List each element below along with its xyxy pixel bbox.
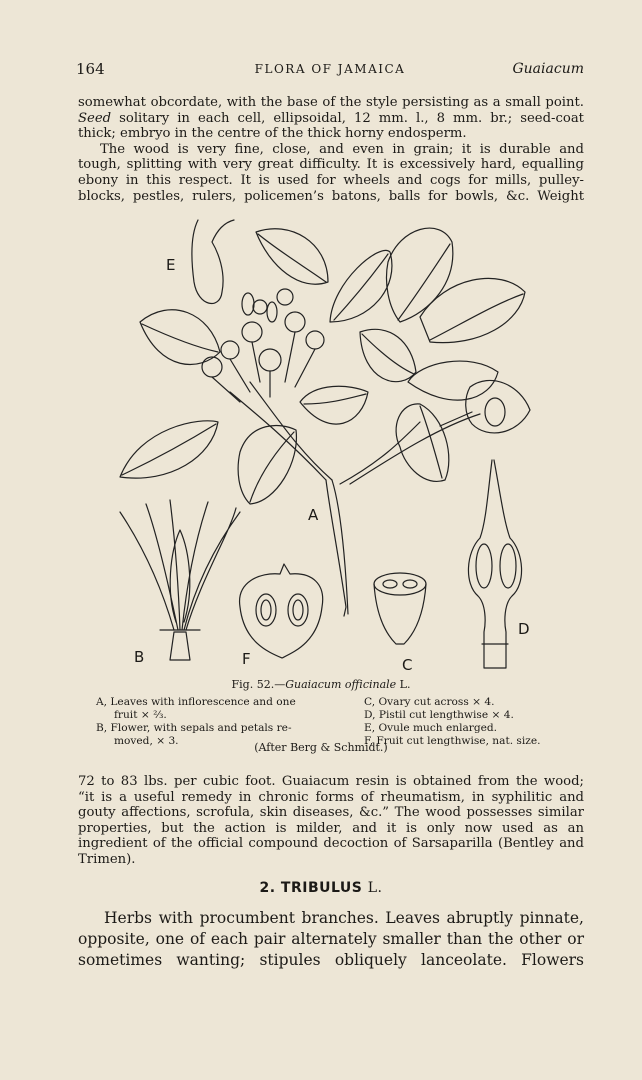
inflorescence — [202, 289, 324, 402]
text-line: sometimes wanting; stipules obliquely lanceolate. Flowers — [78, 951, 584, 969]
seed-word: Seed — [78, 110, 112, 126]
text-line: “it is a useful remedy in chronic forms of rheumatism, in syphilitic and — [78, 789, 584, 805]
text-line: Herbs with procumbent branches. Leaves abruptly pinnate, — [104, 909, 584, 927]
leaf — [300, 386, 368, 424]
leaf — [360, 329, 416, 381]
top-paragraph — [78, 95, 584, 204]
running-title: FLORA OF JAMAICA — [254, 62, 406, 76]
caption-suffix: L. — [396, 678, 411, 691]
label-b: B — [134, 648, 145, 666]
label-a: A — [308, 506, 319, 524]
text-line: ingredient of the official compound decoction of Sarsaparilla (Bentley and — [78, 836, 584, 852]
text-line: blocks, pestles, rulers, policemen’s batons, balls for bowls, &c. Weight — [78, 188, 584, 204]
caption-species: Guaiacum officinale — [285, 678, 397, 691]
caption-line: B, Flower, with sepals and petals re- — [96, 722, 292, 734]
caption-line: C, Ovary cut across × 4. — [364, 696, 495, 708]
page-header — [76, 60, 584, 82]
caption-line: F, Fruit cut lengthwise, nat. size. — [364, 735, 541, 747]
caption-line: fruit × ⅔. — [114, 709, 167, 721]
text-line: somewhat obcordate, with the base of the style persisting as a small point. — [78, 95, 584, 110]
page-number: 164 — [76, 60, 105, 78]
text-line: Trimen). — [78, 851, 136, 867]
caption-line: E, Ovule much enlarged. — [364, 722, 498, 734]
text-line: The wood is very fine, close, and even in grain; it is durable and — [100, 141, 584, 157]
text-line: thick; embryo in the centre of the thick horny endosperm. — [78, 126, 467, 142]
leaf — [387, 228, 453, 322]
section-heading — [0, 880, 642, 896]
caption-line: A, Leaves with inflorescence and one — [96, 696, 296, 708]
caption-prefix: Fig. 52.— — [231, 678, 286, 691]
ovule-e — [192, 220, 234, 303]
caption-line: moved, × 3. — [114, 735, 179, 747]
main-stem — [332, 480, 348, 614]
bottom-paragraph — [78, 774, 584, 868]
leaf — [420, 278, 525, 342]
guaiacum-illustration — [100, 212, 550, 674]
running-genus: Guaiacum — [512, 61, 584, 77]
figure-credit: (After Berg & Schmidt.) — [254, 741, 388, 754]
section-author: L. — [367, 880, 383, 896]
text-line: tough, splitting with very great difficulty. It is excessively hard, equalling — [78, 157, 584, 173]
figure-caption-title — [0, 678, 642, 691]
text-line: gouty affections, scrofula, skin diseases, &c.” The wood possesses similar — [78, 805, 584, 821]
section-title: 2. TRIBULUS — [259, 880, 363, 896]
leaf — [140, 310, 220, 365]
final-paragraph — [78, 908, 584, 971]
flower-b — [120, 500, 240, 660]
label-e: E — [166, 256, 176, 274]
ovary-section-c — [374, 573, 426, 644]
text-line: opposite, one of each pair alternately smaller than the other or — [78, 930, 584, 948]
leaf — [396, 404, 449, 482]
text-line — [78, 111, 584, 127]
label-d: D — [518, 620, 530, 638]
caption-line: D, Pistil cut lengthwise × 4. — [364, 709, 514, 721]
text-line: ebony in this respect. It is used for wheels and cogs for mills, pulley- — [78, 172, 584, 188]
text-line: 72 to 83 lbs. per cubic foot. Guaiacum resin is obtained from the wood; — [78, 774, 584, 789]
label-f: F — [242, 650, 251, 668]
pistil-d — [468, 460, 521, 668]
leaf — [238, 425, 296, 504]
fruit-section-f — [240, 564, 323, 658]
text-line-rest: solitary in each cell, ellipsoidal, 12 mm. l., 8 mm. br.; seed-coat — [119, 110, 584, 126]
text-line: properties, but the action is milder, and it is only now used as an — [78, 820, 584, 836]
label-c: C — [402, 656, 413, 674]
